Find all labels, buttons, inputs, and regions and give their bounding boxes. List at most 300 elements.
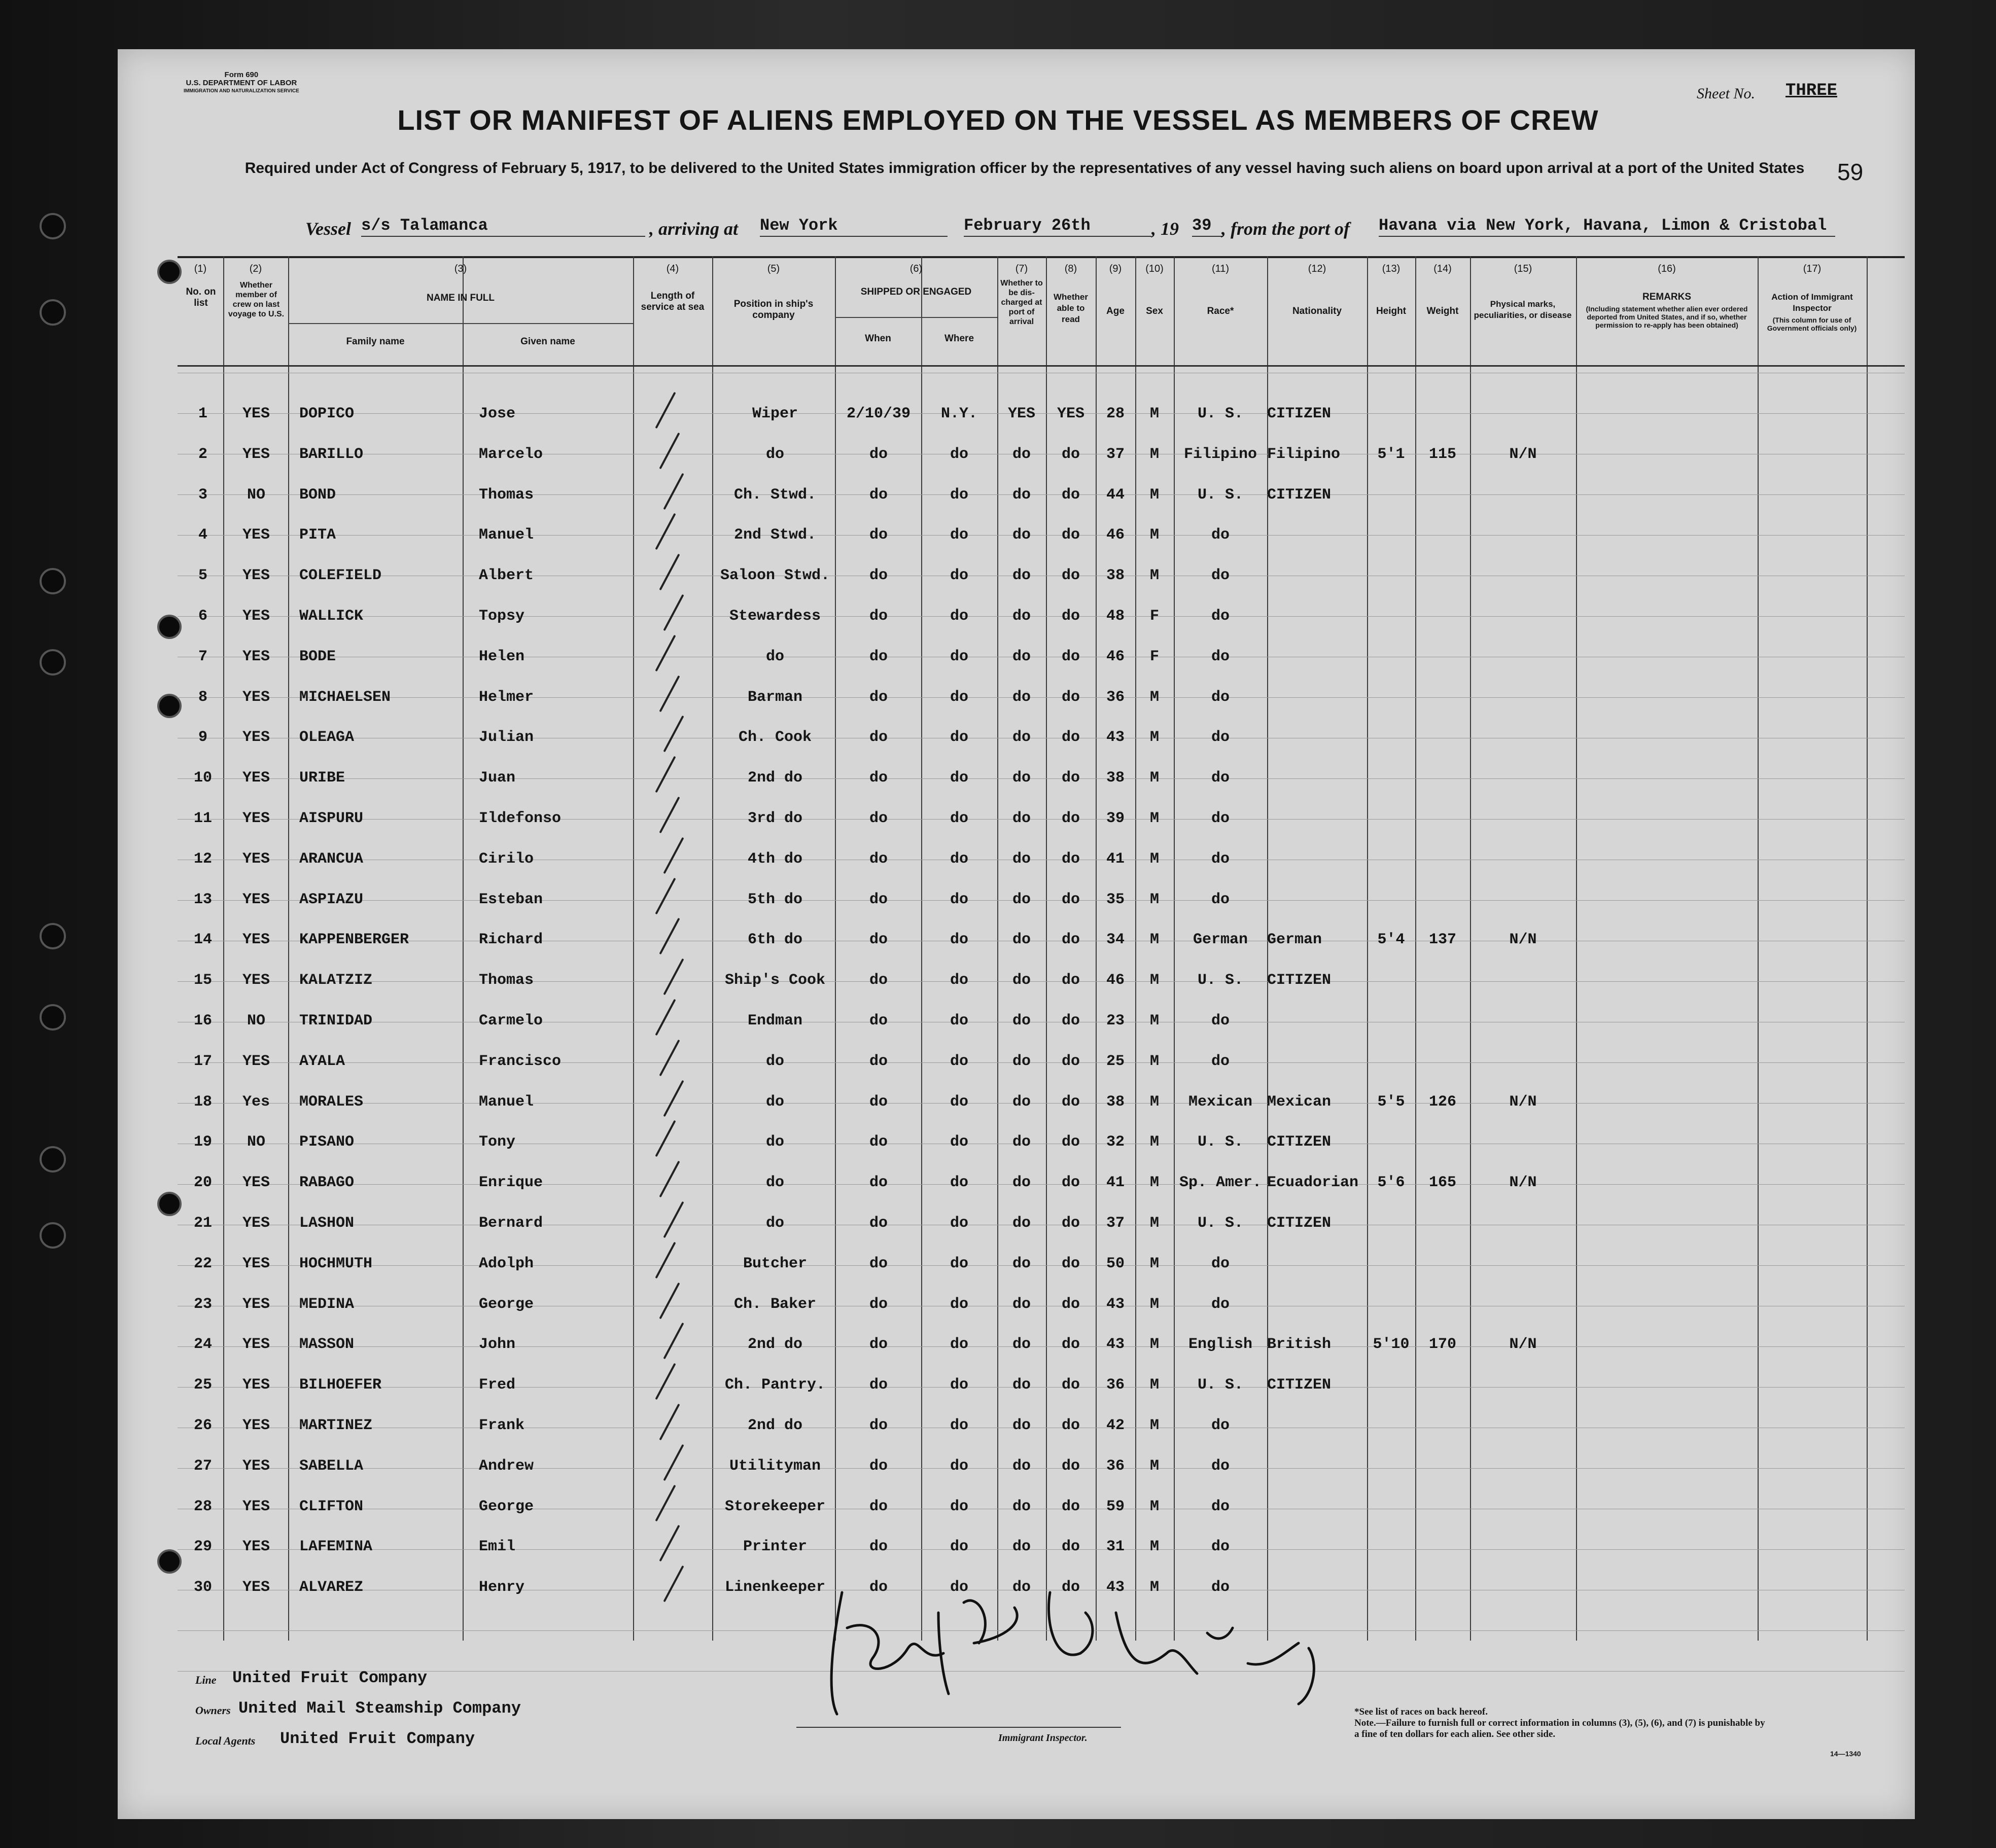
header-action-of-inspector: Action of Immigrant Inspector (1771, 292, 1853, 313)
header-discharged: Whether to be dis- charged at port of arrival (1000, 279, 1043, 326)
shipped-when: do (869, 445, 888, 463)
shipped-when: do (869, 1215, 888, 1232)
shipped-when: do (869, 1012, 888, 1029)
family-name: MEDINA (299, 1295, 355, 1313)
member-flag: YES (242, 1255, 270, 1272)
member-flag: YES (242, 1215, 270, 1232)
position: Endman (747, 1012, 803, 1029)
shipped-where: do (950, 891, 968, 908)
race: U. S. (1197, 486, 1243, 504)
family-name: ASPIAZU (299, 891, 364, 908)
shipped-when: do (869, 891, 888, 908)
check-mark (659, 554, 680, 591)
nationality: CITIZEN (1267, 405, 1332, 422)
sex: F (1149, 608, 1159, 625)
position: 6th do (747, 931, 803, 949)
sex: M (1149, 1012, 1159, 1029)
check-mark (655, 1120, 676, 1157)
row-number: 23 (193, 1295, 212, 1313)
discharged-flag: YES (1007, 405, 1035, 422)
row-number: 29 (193, 1538, 212, 1556)
race: do (1211, 1052, 1230, 1070)
footer-notes (1354, 1707, 1770, 1740)
column-number: (10) (1145, 263, 1164, 274)
shipped-when: do (869, 1255, 888, 1272)
read-flag: do (1061, 1417, 1080, 1434)
member-flag: YES (242, 405, 270, 422)
member-flag: YES (242, 810, 270, 827)
nationality: Ecuadorian (1267, 1174, 1359, 1192)
family-name: ARANCUA (299, 850, 364, 868)
row-number: 18 (193, 1093, 212, 1111)
discharged-flag: do (1012, 891, 1031, 908)
position: 2nd Stwd. (733, 526, 817, 544)
physical-marks: N/N (1509, 1174, 1537, 1192)
family-name: SABELLA (299, 1457, 364, 1475)
discharged-flag: do (1012, 688, 1031, 706)
age: 59 (1106, 1498, 1125, 1515)
weight: 170 (1428, 1336, 1456, 1354)
check-mark (663, 594, 684, 631)
race: do (1211, 1498, 1230, 1515)
check-mark (655, 392, 676, 429)
read-flag: do (1061, 1215, 1080, 1232)
table-row (178, 1407, 1905, 1447)
member-flag: YES (242, 1498, 270, 1515)
family-name: MORALES (299, 1093, 364, 1111)
shipped-where: do (950, 1052, 968, 1070)
position: Butcher (743, 1255, 808, 1272)
position: Storekeeper (724, 1498, 826, 1515)
sex: M (1149, 1376, 1159, 1394)
column-number: (6) (909, 263, 923, 274)
header-given-name: Given name (520, 336, 575, 347)
check-mark (655, 1242, 676, 1279)
shipped-when: do (869, 769, 888, 787)
check-mark (663, 1444, 684, 1481)
row-number: 1 (198, 405, 207, 422)
shipped-where: do (950, 1174, 968, 1192)
check-mark (655, 1484, 676, 1521)
table-row (178, 557, 1905, 597)
physical-marks: N/N (1509, 1093, 1537, 1111)
table-row (178, 759, 1905, 800)
header-shipped-or-engaged: SHIPPED OR ENGAGED (860, 287, 972, 297)
departure-port: Havana via New York, Havana, Limon & Cristobal (1379, 216, 1835, 237)
row-number: 19 (193, 1133, 212, 1151)
given-name: Juan (479, 769, 516, 787)
member-flag: YES (242, 1457, 270, 1475)
table-row (178, 1366, 1905, 1407)
read-flag: do (1061, 850, 1080, 868)
age: 37 (1106, 1215, 1125, 1232)
given-name: Carmelo (479, 1012, 543, 1029)
race: do (1211, 567, 1230, 585)
position: Ch. Stwd. (733, 486, 817, 504)
arriving-port: New York (760, 216, 948, 237)
given-name: Helen (479, 648, 525, 665)
nationality: CITIZEN (1267, 486, 1332, 504)
given-name: Thomas (479, 486, 534, 504)
check-mark (655, 513, 676, 550)
nationality: CITIZEN (1267, 1215, 1332, 1232)
table-row (178, 921, 1905, 962)
position: Printer (743, 1538, 808, 1556)
given-name: Emil (479, 1538, 516, 1556)
height: 5'4 (1377, 931, 1405, 949)
position: 2nd do (747, 769, 803, 787)
sex: M (1149, 1579, 1159, 1596)
discharged-flag: do (1012, 1376, 1031, 1394)
given-name: Cirilo (479, 850, 534, 868)
read-flag: do (1061, 810, 1080, 827)
table-row (178, 1002, 1905, 1043)
row-number: 16 (193, 1012, 212, 1029)
table-row (178, 962, 1905, 1002)
column-number: (15) (1514, 263, 1532, 274)
shipped-when: do (869, 1498, 888, 1515)
family-name: TRINIDAD (299, 1012, 373, 1029)
table-row (178, 1043, 1905, 1083)
header-weight: Weight (1426, 306, 1459, 316)
read-flag: do (1061, 648, 1080, 665)
member-flag: YES (242, 1376, 270, 1394)
line-label: Line (195, 1674, 217, 1686)
discharged-flag: do (1012, 648, 1031, 665)
header-action-note: (This column for use of Government officials only) (1767, 316, 1857, 332)
read-flag: do (1061, 486, 1080, 504)
row-number: 6 (198, 608, 207, 625)
column-number: (4) (666, 263, 679, 274)
shipped-where: do (950, 1376, 968, 1394)
punch-hole (40, 1146, 66, 1172)
read-flag: do (1061, 1052, 1080, 1070)
member-flag: NO (247, 1012, 265, 1029)
shipped-where: do (950, 526, 968, 544)
family-name: PITA (299, 526, 336, 544)
discharged-flag: do (1012, 1538, 1031, 1556)
race: Filipino (1183, 445, 1257, 463)
check-mark (659, 433, 680, 470)
member-flag: YES (242, 567, 270, 585)
nationality: Mexican (1267, 1093, 1332, 1111)
race: do (1211, 1295, 1230, 1313)
check-mark (655, 999, 676, 1036)
shipped-when: do (869, 567, 888, 585)
member-flag: YES (242, 648, 270, 665)
row-number: 9 (198, 729, 207, 747)
column-number: (3) (454, 263, 467, 274)
shipped-when: do (869, 1133, 888, 1151)
form-code: 14—1340 (1830, 1750, 1861, 1758)
position: 4th do (747, 850, 803, 868)
sex: M (1149, 891, 1159, 908)
table-row (178, 1488, 1905, 1529)
shipped-when: do (869, 1093, 888, 1111)
position: Linenkeeper (724, 1579, 826, 1596)
shipped-when: do (869, 1174, 888, 1192)
table-row (178, 800, 1905, 840)
check-mark (659, 918, 680, 955)
check-mark (663, 1080, 684, 1117)
given-name: Bernard (479, 1215, 543, 1232)
read-flag: do (1061, 1133, 1080, 1151)
discharged-flag: do (1012, 445, 1031, 463)
row-number: 10 (193, 769, 212, 787)
shipped-where: do (950, 810, 968, 827)
discharged-flag: do (1012, 1336, 1031, 1354)
member-flag: YES (242, 1417, 270, 1434)
header-physical-marks: Physical marks, peculiarities, or disease (1474, 299, 1572, 320)
punch-hole (40, 299, 66, 326)
race: do (1211, 769, 1230, 787)
position: Stewardess (729, 608, 821, 625)
read-flag: do (1061, 931, 1080, 949)
sex: M (1149, 1215, 1159, 1232)
race: U. S. (1197, 1376, 1243, 1394)
row-number: 3 (198, 486, 207, 504)
row-number: 12 (193, 850, 212, 868)
read-flag: do (1061, 1579, 1080, 1596)
shipped-where: do (950, 1579, 968, 1596)
check-mark (659, 797, 680, 834)
age: 32 (1106, 1133, 1125, 1151)
discharged-flag: do (1012, 1012, 1031, 1029)
check-mark (655, 635, 676, 672)
given-name: John (479, 1336, 516, 1354)
given-name: Manuel (479, 526, 534, 544)
given-name: Andrew (479, 1457, 534, 1475)
table-row (178, 1204, 1905, 1245)
race: Sp. Amer. (1179, 1174, 1262, 1192)
age: 36 (1106, 1376, 1125, 1394)
discharged-flag: do (1012, 729, 1031, 747)
family-name: CLIFTON (299, 1498, 364, 1515)
family-name: MARTINEZ (299, 1417, 373, 1434)
family-name: MICHAELSEN (299, 688, 391, 706)
nationality: CITIZEN (1267, 1376, 1332, 1394)
physical-marks: N/N (1509, 1336, 1537, 1354)
table-row (178, 719, 1905, 759)
discharged-flag: do (1012, 810, 1031, 827)
shipped-where: do (950, 1133, 968, 1151)
read-flag: do (1061, 1538, 1080, 1556)
height: 5'10 (1373, 1336, 1410, 1354)
age: 25 (1106, 1052, 1125, 1070)
member-flag: YES (242, 445, 270, 463)
header-no-on-list: No. on list (186, 287, 216, 308)
discharged-flag: do (1012, 769, 1031, 787)
age: 44 (1106, 486, 1125, 504)
row-number: 11 (193, 810, 212, 827)
sex: M (1149, 769, 1159, 787)
given-name: Adolph (479, 1255, 534, 1272)
family-name: BILHOEFER (299, 1376, 382, 1394)
race: do (1211, 1255, 1230, 1272)
age: 43 (1106, 1295, 1125, 1313)
arrival-date: February 26th (964, 216, 1151, 237)
shipped-when: do (869, 486, 888, 504)
race: U. S. (1197, 1215, 1243, 1232)
shipped-when: do (869, 526, 888, 544)
race: German (1193, 931, 1248, 949)
shipped-where: do (950, 1255, 968, 1272)
punch-hole (40, 1004, 66, 1030)
given-name: Richard (479, 931, 543, 949)
age: 41 (1106, 850, 1125, 868)
shipped-when: do (869, 688, 888, 706)
sex: M (1149, 1093, 1159, 1111)
member-flag: YES (242, 850, 270, 868)
read-flag: do (1061, 729, 1080, 747)
form-number: Form 690 (224, 70, 259, 79)
column-number: (9) (1109, 263, 1122, 274)
position: Ch. Cook (738, 729, 812, 747)
nationality: Filipino (1267, 445, 1341, 463)
member-flag: YES (242, 526, 270, 544)
row-number: 27 (193, 1457, 212, 1475)
read-flag: do (1061, 769, 1080, 787)
read-flag: do (1061, 1498, 1080, 1515)
shipped-when: do (869, 972, 888, 989)
read-flag: do (1061, 1457, 1080, 1475)
row-number: 17 (193, 1052, 212, 1070)
given-name: Topsy (479, 608, 525, 625)
header-race: Race* (1207, 306, 1234, 316)
check-mark (659, 1404, 680, 1441)
height: 5'1 (1377, 445, 1405, 463)
race: do (1211, 729, 1230, 747)
penalty-note: Note.—Failure to furnish full or correct information in columns (3), (5), (6), and (7) is punishable by a fine of ten dollars for each alien. See other side. (1354, 1718, 1765, 1739)
check-mark (659, 1525, 680, 1562)
given-name: Fred (479, 1376, 516, 1394)
position: Utilityman (729, 1457, 821, 1475)
shipped-when: do (869, 850, 888, 868)
member-flag: Yes (242, 1093, 270, 1111)
inspector-label: Immigrant Inspector. (998, 1732, 1088, 1744)
year-label: , 19 (1151, 219, 1179, 239)
punch-hole (40, 213, 66, 239)
shipped-where: do (950, 1336, 968, 1354)
shipped-where: do (950, 648, 968, 665)
shipped-where: do (950, 1295, 968, 1313)
sex: M (1149, 850, 1159, 868)
race: do (1211, 810, 1230, 827)
page-title: LIST OR MANIFEST OF ALIENS EMPLOYED ON THE VESSEL AS MEMBERS OF CREW (397, 104, 1599, 136)
form-number-block (184, 71, 299, 95)
check-mark (663, 958, 684, 996)
punch-hole (40, 923, 66, 949)
family-name: RABAGO (299, 1174, 355, 1192)
column-number: (16) (1658, 263, 1676, 274)
given-name: Frank (479, 1417, 525, 1434)
column-number: (8) (1064, 263, 1077, 274)
table-row (178, 1286, 1905, 1326)
given-name: Helmer (479, 688, 534, 706)
column-number: (11) (1211, 263, 1230, 274)
race: English (1188, 1336, 1253, 1354)
check-mark (659, 1040, 680, 1077)
nationality: German (1267, 931, 1322, 949)
check-mark (655, 877, 676, 914)
shipped-where: do (950, 931, 968, 949)
agents-value: United Fruit Company (280, 1729, 475, 1748)
age: 42 (1106, 1417, 1125, 1434)
shipped-where: do (950, 688, 968, 706)
from-port-label: , from the port of (1221, 219, 1350, 239)
discharged-flag: do (1012, 1174, 1031, 1192)
check-mark (663, 837, 684, 874)
row-number: 8 (198, 688, 207, 706)
vessel-name: s/s Talamanca (361, 216, 645, 237)
table-row (178, 395, 1905, 436)
position: 5th do (747, 891, 803, 908)
read-flag: do (1061, 972, 1080, 989)
member-flag: YES (242, 1538, 270, 1556)
table-row (178, 597, 1905, 638)
age: 37 (1106, 445, 1125, 463)
check-mark (659, 1282, 680, 1319)
shipped-when: do (869, 1052, 888, 1070)
check-mark (663, 716, 684, 753)
read-flag: do (1061, 1255, 1080, 1272)
shipped-when: do (869, 648, 888, 665)
header-remarks-note: (Including statement whether alien ever ordered deported from United States, and if so, whether permission to re-apply has been obtained) (1586, 305, 1748, 329)
row-number: 30 (193, 1579, 212, 1596)
punch-hole (40, 1222, 66, 1249)
member-flag: YES (242, 891, 270, 908)
given-name: George (479, 1498, 534, 1515)
table-row (178, 1123, 1905, 1164)
family-name: ALVAREZ (299, 1579, 364, 1596)
shipped-header-rule (835, 317, 997, 318)
family-name: COLEFIELD (299, 567, 382, 585)
age: 28 (1106, 405, 1125, 422)
position: do (765, 1133, 784, 1151)
shipped-where: do (950, 1215, 968, 1232)
physical-marks: N/N (1509, 931, 1537, 949)
page-subtitle: Required under Act of Congress of February 5, 1917, to be delivered to the United States immigration officer by the representatives of any vessel having such aliens on board upon arrival at a port of the United States (244, 160, 1805, 176)
header-where: Where (944, 333, 974, 344)
sex: M (1149, 729, 1159, 747)
header-sex: Sex (1146, 306, 1163, 316)
row-number: 7 (198, 648, 207, 665)
family-name: HOCHMUTH (299, 1255, 373, 1272)
age: 43 (1106, 1579, 1125, 1596)
sex: M (1149, 1295, 1159, 1313)
discharged-flag: do (1012, 526, 1031, 544)
read-flag: do (1061, 1336, 1080, 1354)
position: Wiper (752, 405, 798, 422)
sex: M (1149, 1336, 1159, 1354)
age: 38 (1106, 567, 1125, 585)
arriving-label: , arriving at (649, 219, 739, 239)
shipped-when: do (869, 1336, 888, 1354)
table-row (178, 1245, 1905, 1286)
given-name: Francisco (479, 1052, 562, 1070)
shipped-where: do (950, 1498, 968, 1515)
shipped-where: do (950, 1012, 968, 1029)
row-number: 24 (193, 1336, 212, 1354)
given-name: Esteban (479, 891, 543, 908)
check-mark (655, 1363, 676, 1400)
age: 34 (1106, 931, 1125, 949)
punch-hole (40, 568, 66, 594)
row-number: 22 (193, 1255, 212, 1272)
discharged-flag: do (1012, 1215, 1031, 1232)
family-name: DOPICO (299, 405, 355, 422)
header-name-in-full: NAME IN FULL (426, 293, 495, 303)
